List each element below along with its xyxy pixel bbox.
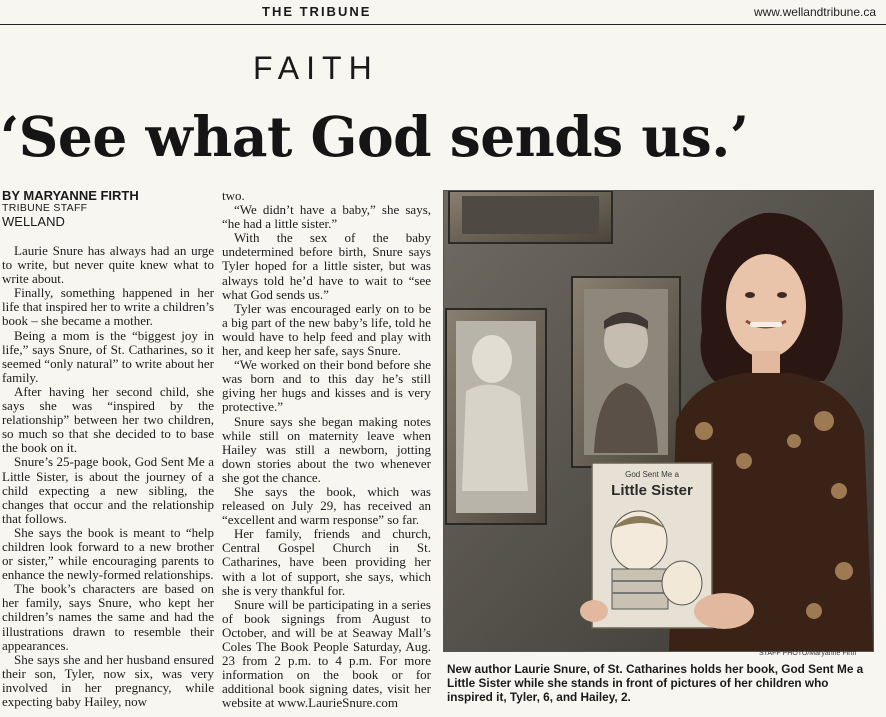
paper-url: www.wellandtribune.ca bbox=[753, 5, 876, 19]
paragraph: Laurie Snure has always had an urge to write, but never quite knew what to write about. bbox=[2, 243, 214, 287]
article-photo bbox=[443, 190, 874, 652]
paragraph: “We didn’t have a baby,” she says, “he had a little sister.” bbox=[222, 202, 431, 232]
paragraph: She says she and her husband ensured their son, Tyler, now six, was very involved in her pregnancy, while expecting baby Hailey, now bbox=[2, 651, 214, 709]
paragraph: Snure says she began making notes while still on maternity leave when Hailey was still a newborn, jotting down stories about the two whenever she got the chance. bbox=[222, 413, 431, 485]
paragraph: She says the book, which was released on July 29, has received an “excellent and warm response” so far. bbox=[222, 483, 431, 528]
masthead bbox=[0, 0, 886, 25]
top-frame-picture bbox=[449, 191, 612, 243]
byline bbox=[2, 189, 217, 229]
paragraph: She says the book is meant to “help children look forward to a new brother or sister,” while encouraging parents to enhance the newly-formed relationships. bbox=[2, 524, 214, 583]
photo-caption: New author Laurie Snure, of St. Catharines holds her book, God Sent Me a Little Sister while she stands in front of pictures of her children who inspired it, Tyler, 6, and Hailey, 2. bbox=[447, 662, 864, 704]
paragraph: With the sex of the baby undetermined before birth, Snure says Tyler hoped for a little sister, but was always told he’d have to wait to “see what God sends us.” bbox=[222, 230, 431, 302]
book-title: Little Sister bbox=[611, 482, 693, 499]
byline-location: WELLAND bbox=[2, 213, 65, 229]
photo-credit: STAFF PHOTO/Maryanne Firth bbox=[759, 650, 857, 657]
paragraph: Her family, friends and church, Central Gospel Church in St. Catharines, have been providing her with a lot of support, she says, which she is very thankful for. bbox=[222, 526, 431, 598]
paragraph: Tyler was encouraged early on to be a big part of the new baby’s life, told he would have to help feed and play with her, and keep her safe, says Snure. bbox=[222, 300, 431, 359]
paragraph: “We worked on their bond before she was born and to this day he’s still giving her hugs and kisses and is very protective.” bbox=[222, 357, 431, 415]
book-title-small: God Sent Me a bbox=[625, 470, 679, 479]
baby-picture-frame bbox=[446, 309, 546, 524]
byline-author: BY MARYANNE FIRTH bbox=[2, 188, 139, 203]
paragraph-continuation: two. bbox=[222, 188, 245, 203]
headline: ‘See what God sends us.’ bbox=[0, 104, 749, 169]
paragraph: Finally, something happened in her life that inspired her to write a children’s book – she became a mother. bbox=[2, 285, 214, 329]
paragraph: Snure will be participating in a series of book signings from August to October, and will be at Seaway Mall’s Coles The Book People Saturday, Aug. 23 from 2 p.m. to 4 p.m. For more information on the book or for additional book signing dates, visit her website at www.LaurieSnure.com bbox=[222, 596, 431, 711]
article-column-1 bbox=[2, 244, 214, 709]
paper-name: THE TRIBUNE bbox=[262, 4, 372, 19]
paragraph: Snure’s 25-page book, God Sent Me a Little Sister, is about the journey of a child expecting a new sibling, the changes that occur and the relationship that follows. bbox=[2, 454, 214, 526]
paragraph: After having her second child, she says she was “inspired by the relationship” between her two children, so much so that she decided to to base the book on it. bbox=[2, 383, 214, 456]
photo-illustration bbox=[444, 191, 873, 651]
article-column-2 bbox=[222, 189, 431, 710]
section-label: FAITH bbox=[253, 50, 379, 86]
byline-role: TRIBUNE STAFF bbox=[2, 202, 88, 215]
paragraph: The book’s characters are based on her family, says Snure, who kept her children’s names the same and had the illustrations drawn to resemble their appearances. bbox=[2, 581, 214, 653]
book-cover bbox=[592, 463, 712, 628]
boy-picture-frame bbox=[572, 277, 680, 467]
paragraph: Being a mom is the “biggest joy in life,” says Snure, of St. Catharines, so it seemed “only natural” to write about her family. bbox=[2, 327, 214, 385]
